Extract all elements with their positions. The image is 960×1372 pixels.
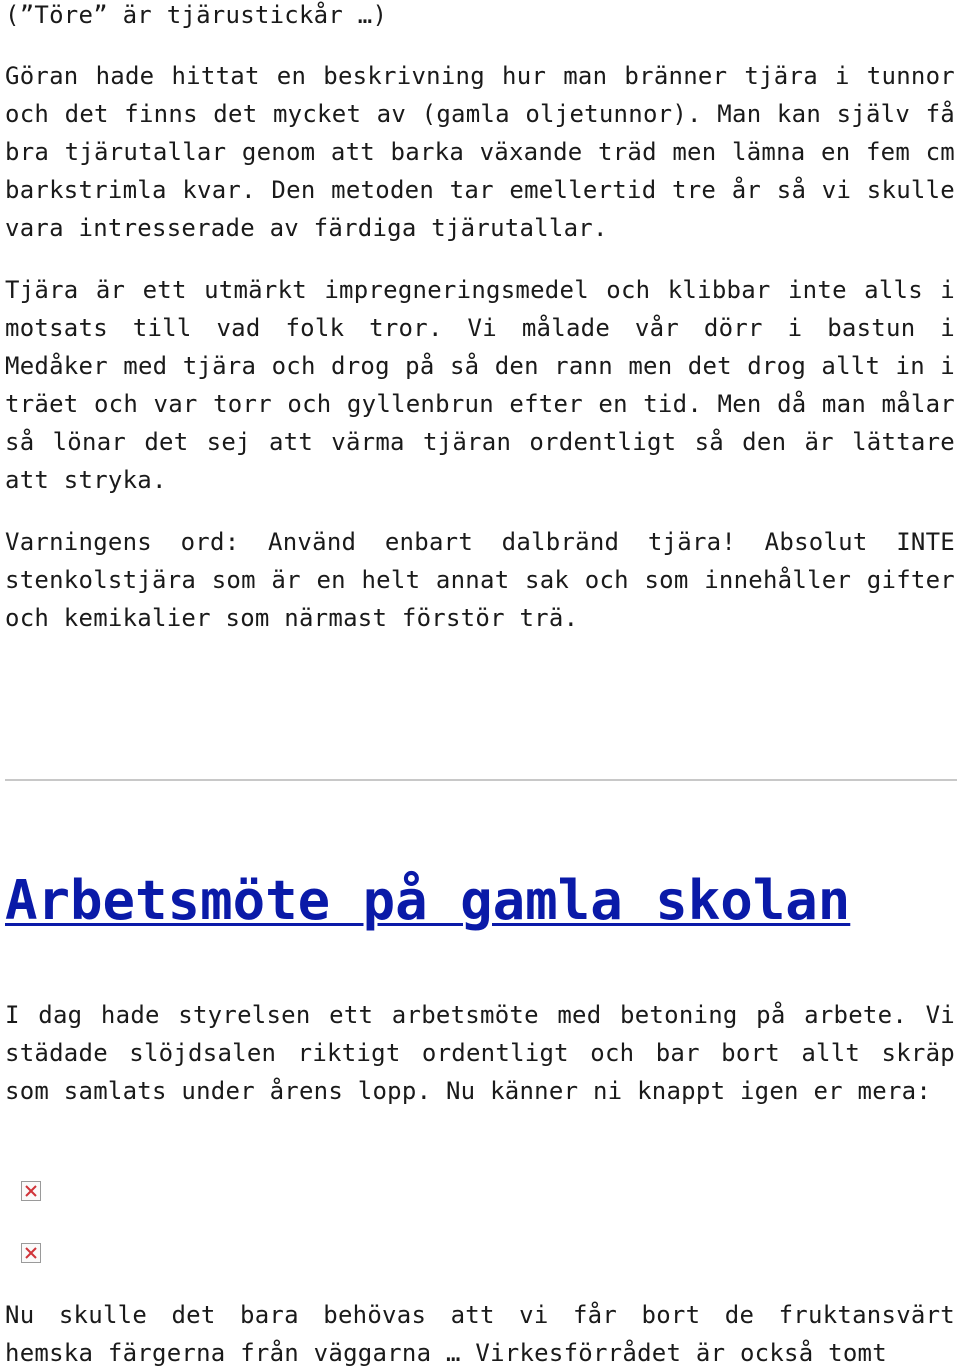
article-paragraph: I dag hade styrelsen ett arbetsmöte med betoning på arbete. Vi städade slöjdsalen riktigt ordentligt och bar bort allt skräp som samlats under årens lopp. Nu känner ni knappt igen er mera:	[5, 1001, 955, 1105]
article-paragraph: Göran hade hittat en beskrivning hur man bränner tjära i tunnor och det finns det mycket av (gamla oljetunnor). Man kan själv få bra tjärutallar genom att barka växande träd men lämna en fem cm barkstrimla kvar. Den metoden tar emellertid tre år så vi skulle vara intresserade av färdiga tjärutallar.	[5, 62, 955, 242]
post-title-link[interactable]: Arbetsmöte på gamla skolan	[5, 869, 851, 932]
article-paragraph: Tjära är ett utmärkt impregneringsmedel och klibbar inte alls i motsats till vad folk tror. Vi målade vår dörr i bastun i Medåker med tjära och drog på så den rann men det drog allt in i träet och var torr och gyllenbrun efter en tid. Men då man målar så lönar det sej att värma tjäran ordentligt så den är lättare att stryka.	[5, 276, 955, 494]
post-divider	[5, 779, 957, 781]
post-title	[5, 866, 850, 936]
broken-image-icon	[21, 1243, 41, 1263]
article-intro-fragment: (”Töre” är tjärustickår …)	[5, 1, 388, 29]
blog-page	[5, 0, 955, 1367]
article-paragraph: Nu skulle det bara behövas att vi får bort de fruktansvärt hemska färgerna från väggarna … Virkesförrådet är också tomt	[5, 1301, 955, 1367]
broken-image-icon	[21, 1181, 41, 1201]
article-paragraph: Varningens ord: Använd enbart dalbränd tjära! Absolut INTE stenkolstjära som är en helt annat sak och som innehåller gifter och kemikalier som närmast förstör trä.	[5, 528, 955, 632]
